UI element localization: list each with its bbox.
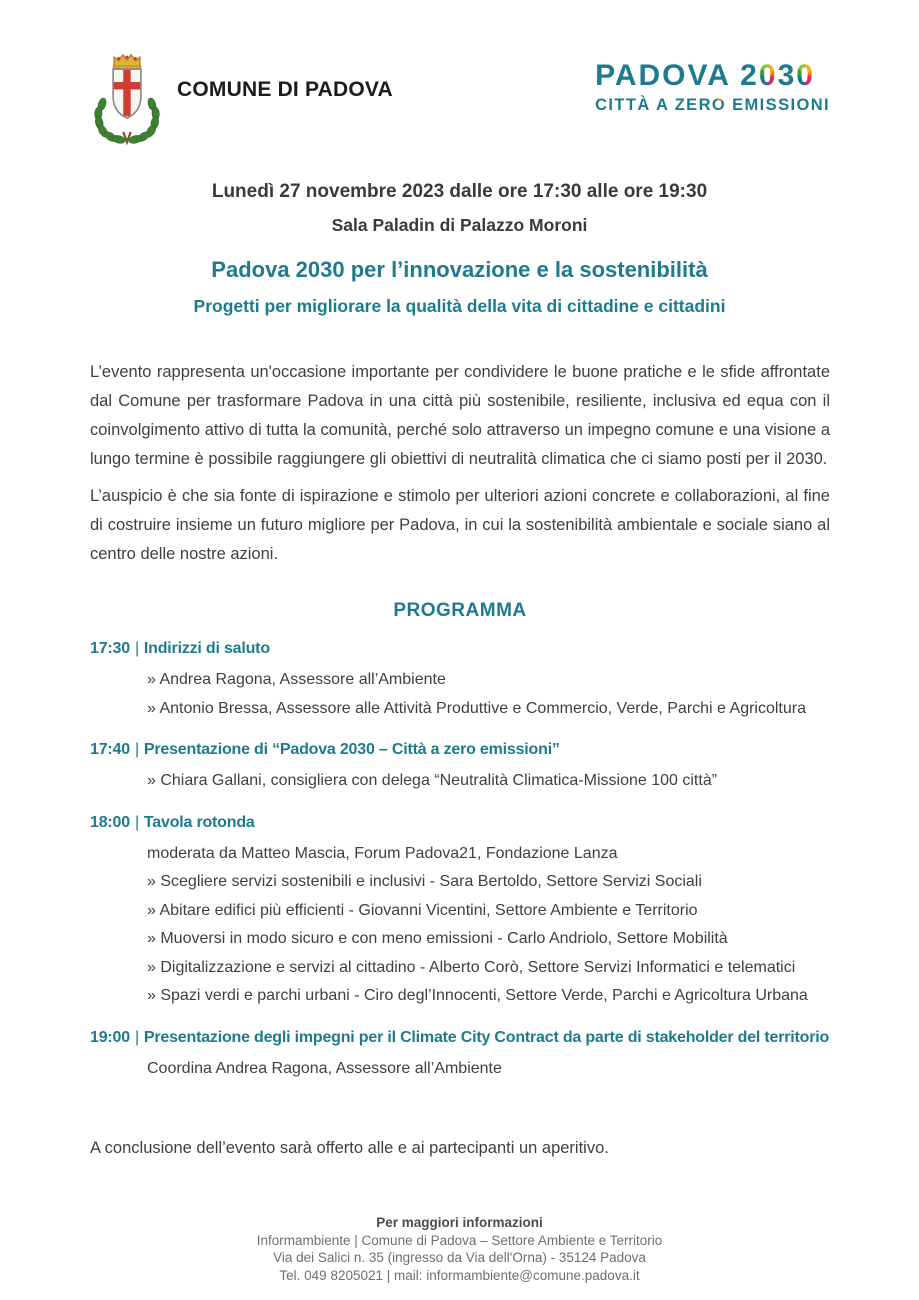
program-section xyxy=(90,640,830,723)
comune-di-padova-crest-icon xyxy=(90,45,164,145)
header xyxy=(0,0,919,145)
padova-2030-wordmark xyxy=(595,61,830,91)
program-heading: PROGRAMMA xyxy=(393,600,527,621)
program-time: 17:40 xyxy=(90,741,130,758)
logo-text: PADOVA 2 xyxy=(595,59,759,92)
event-title: Padova 2030 per l’innovazione e la sostenibilità xyxy=(211,257,708,282)
program-time: 17:30 xyxy=(90,640,130,657)
description-paragraph: L’auspicio è che sia fonte di ispirazione e stimolo per ulteriori azioni concrete e collaborazioni, al fine di costruire insieme un futuro migliore per Padova, in cui la sostenibilità ambientale e sociale siano al centro delle nostre azioni. xyxy=(90,487,830,563)
separator: | xyxy=(134,640,139,657)
event-venue: Sala Paladin di Palazzo Moroni xyxy=(331,215,588,235)
event-subtitle: Progetti per migliorare la qualità della vita di cittadine e cittadini xyxy=(193,296,726,316)
program-item: » Chiara Gallani, consigliera con delega “Neutralità Climatica-Missione 100 città” xyxy=(147,772,718,789)
program-section-title xyxy=(90,640,830,658)
comune-label: COMUNE DI PADOVA xyxy=(177,78,393,101)
program-item: » Digitalizzazione e servizi al cittadino - Alberto Corò, Settore Servizi Informatici e telematici xyxy=(147,958,796,976)
footer-line: Informambiente | Comune di Padova – Settore Ambiente e Territorio xyxy=(256,1232,663,1248)
program-item: moderata da Matteo Mascia, Forum Padova21, Fondazione Lanza xyxy=(147,844,618,862)
tagline-text: EMISSIONI xyxy=(726,96,830,114)
program-section-title xyxy=(90,1029,830,1047)
program-item: » Scegliere servizi sostenibili e inclusivi - Sara Bertoldo, Settore Servizi Sociali xyxy=(147,873,702,890)
program-items xyxy=(90,1055,830,1084)
padova-2030-tagline xyxy=(595,96,830,115)
comune-di-padova-brand xyxy=(90,45,393,145)
separator: | xyxy=(134,813,139,831)
program-item: » Muoversi in modo sicuro e con meno emissioni - Carlo Andriolo, Settore Mobilità xyxy=(147,930,728,947)
program-time: 19:00 xyxy=(90,1028,130,1046)
footer-title: Per maggiori informazioni xyxy=(376,1215,543,1230)
footer xyxy=(0,1214,919,1284)
padova-2030-logo xyxy=(595,61,830,115)
separator: | xyxy=(134,741,139,758)
accent-o-icon: O xyxy=(711,96,727,114)
footer-line: Via dei Salici n. 35 (ingresso da Via dell'Orna) - 35124 Padova xyxy=(273,1250,646,1265)
program-item: » Spazi verdi e parchi urbani - Ciro degl’Innocenti, Settore Verde, Parchi e Agricoltura Urbana xyxy=(147,987,808,1004)
program-title: Tavola rotonda xyxy=(143,813,255,831)
program-section xyxy=(90,814,830,1011)
tagline-text: CITTÀ A ZER xyxy=(595,96,712,114)
program-section-title xyxy=(90,741,830,759)
program-title: Indirizzi di saluto xyxy=(143,640,270,657)
closing-note: A conclusione dell’evento sarà offerto alle e ai partecipanti un aperitivo. xyxy=(90,1139,609,1157)
sdg-ring-zero-icon: 0 xyxy=(796,59,815,92)
program-section xyxy=(90,1029,830,1084)
program-items xyxy=(90,840,830,1011)
program-item: » Andrea Ragona, Assessore all’Ambiente xyxy=(147,671,446,688)
program-item: » Abitare edifici più efficienti - Giovanni Vicentini, Settore Ambiente e Territorio xyxy=(147,901,698,919)
separator: | xyxy=(134,1028,139,1046)
program-item: Coordina Andrea Ragona, Assessore all’Ambiente xyxy=(147,1059,502,1077)
program-title: Presentazione degli impegni per il Climate City Contract da parte di stakeholder del territorio xyxy=(143,1028,830,1046)
sdg-ring-zero-icon: 0 xyxy=(758,59,778,92)
program-title: Presentazione di “Padova 2030 – Città a zero emissioni” xyxy=(143,741,560,758)
program-section-title xyxy=(90,814,830,832)
event-datetime: Lunedì 27 novembre 2023 dalle ore 17:30 alle ore 19:30 xyxy=(211,181,708,202)
program-section xyxy=(90,741,830,796)
logo-text: 3 xyxy=(777,59,797,92)
program-items xyxy=(90,767,830,796)
description-paragraph: L’evento rappresenta un'occasione importante per condividere le buone pratiche e le sfide affrontate dal Comune per trasformare Padova in una città più sostenibile, resiliente, inclusiva ed equa con il coinvolgimento attivo di tutta la comunità, perché solo attraverso un impegno comune e una visione a lungo termine è possibile raggiungere gli obiettivi di neutralità climatica che ci siamo posti per il 2030. xyxy=(90,363,830,468)
program-time: 18:00 xyxy=(90,813,130,831)
program-item: » Antonio Bressa, Assessore alle Attività Produttive e Commercio, Verde, Parchi e Agricoltura xyxy=(147,699,806,717)
program-items xyxy=(90,666,830,723)
body-content xyxy=(0,358,919,1158)
footer-line: Tel. 049 8205021 | mail: informambiente@comune.padova.it xyxy=(279,1267,640,1283)
